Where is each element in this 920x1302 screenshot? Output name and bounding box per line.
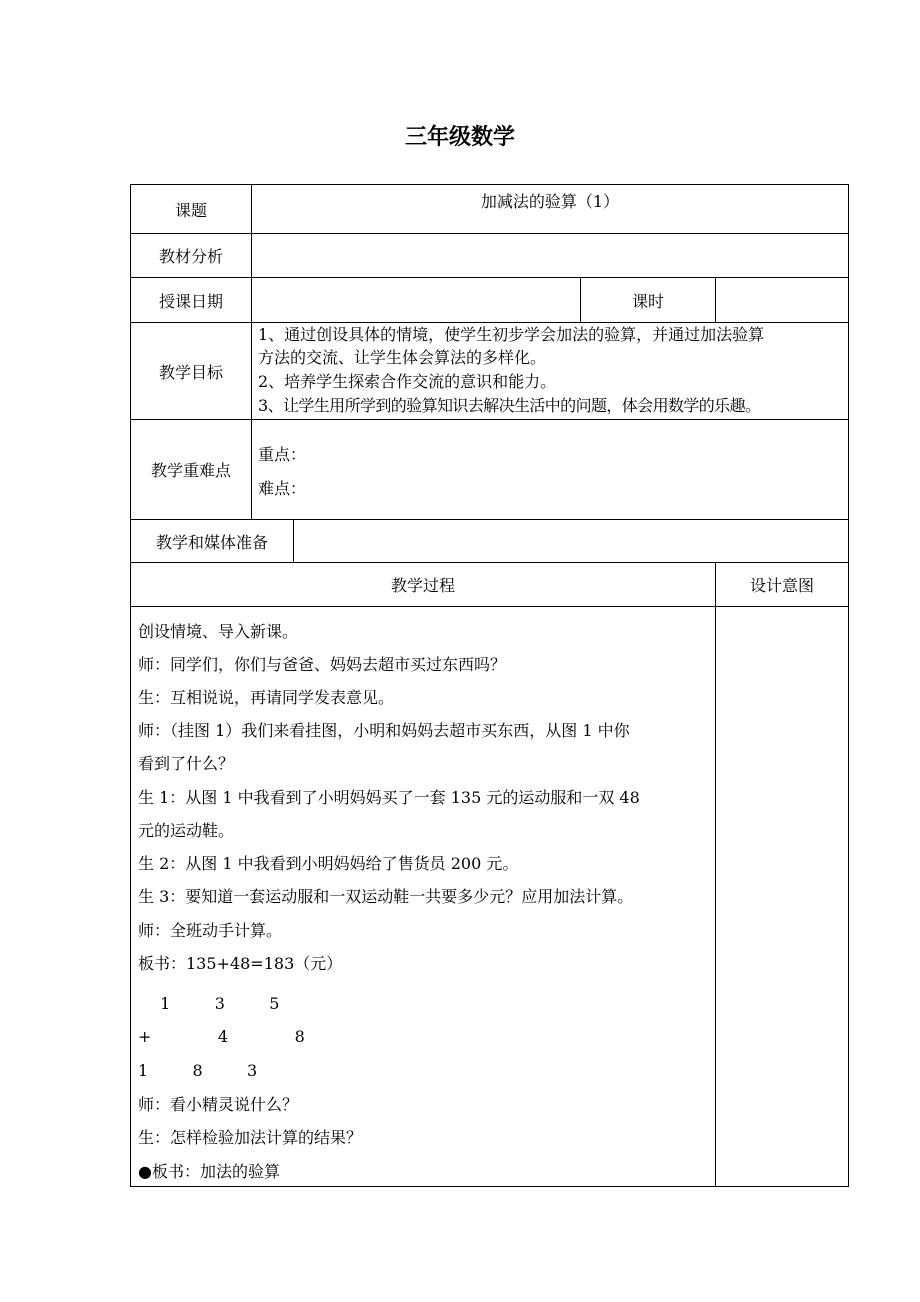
process-line: 生：互相说说，再请同学发表意见。: [138, 688, 395, 707]
process-line: 创设情境、导入新课。: [138, 622, 299, 641]
process-line: 师：全班动手计算。: [138, 921, 283, 940]
intent-cell: [715, 606, 849, 1187]
date-label: 授课日期: [130, 277, 252, 323]
goal-line: 1、通过创设具体的情境，使学生初步学会加法的验算，并通过加法验算: [258, 325, 765, 344]
date-value: [251, 277, 581, 323]
process-line: 生 1：从图 1 中我看到了小明妈妈买了一套 135 元的运动服和一双 48: [138, 788, 640, 807]
process-header: 教学过程: [130, 562, 716, 607]
document-title: 三年级数学: [404, 125, 515, 150]
process-line: 生 2：从图 1 中我看到小明妈妈给了售货员 200 元。: [138, 854, 519, 873]
goal-line: 方法的交流、让学生体会算法的多样化。: [258, 348, 547, 367]
topic-label: 课题: [130, 184, 252, 234]
difficult-point: 难点：: [258, 479, 307, 498]
period-label: 课时: [580, 277, 716, 323]
process-line: 生：怎样检验加法计算的结果？: [138, 1128, 363, 1147]
process-line: 看到了什么？: [138, 754, 235, 773]
media-value: [293, 519, 849, 563]
key-point: 重点：: [258, 445, 307, 464]
goal-line: 3、让学生用所学到的验算知识去解决生活中的问题，体会用数学的乐趣。: [258, 396, 761, 415]
process-line: 1 3 5: [138, 994, 280, 1013]
process-line: 师：（挂图 1）我们来看挂图，小明和妈妈去超市买东西，从图 1 中你: [138, 721, 630, 740]
process-line: 师：同学们，你们与爸爸、妈妈去超市买过东西吗？: [138, 655, 507, 674]
goal-line: 2、培养学生探索合作交流的意识和能力。: [258, 372, 557, 391]
key-cell: [251, 419, 849, 520]
topic-value: 加减法的验算（1）: [251, 184, 849, 234]
media-label: 教学和媒体准备: [130, 519, 294, 563]
material-value: [251, 233, 849, 278]
period-value: [715, 277, 849, 323]
material-label: 教材分析: [130, 233, 252, 278]
process-line: 板书：135+48=183（元）: [138, 954, 343, 973]
process-line: ●板书：加法的验算: [138, 1162, 280, 1181]
process-line: 师：看小精灵说什么？: [138, 1095, 299, 1114]
process-line: + 4 8: [138, 1027, 305, 1046]
goals-label: 教学目标: [130, 322, 252, 420]
process-line: 元的运动鞋。: [138, 821, 235, 840]
process-line: 1 8 3: [138, 1061, 258, 1080]
intent-header: 设计意图: [715, 562, 849, 607]
process-line: 生 3：要知道一套运动服和一双运动鞋一共要多少元？应用加法计算。: [138, 887, 634, 906]
key-label: 教学重难点: [130, 419, 252, 520]
